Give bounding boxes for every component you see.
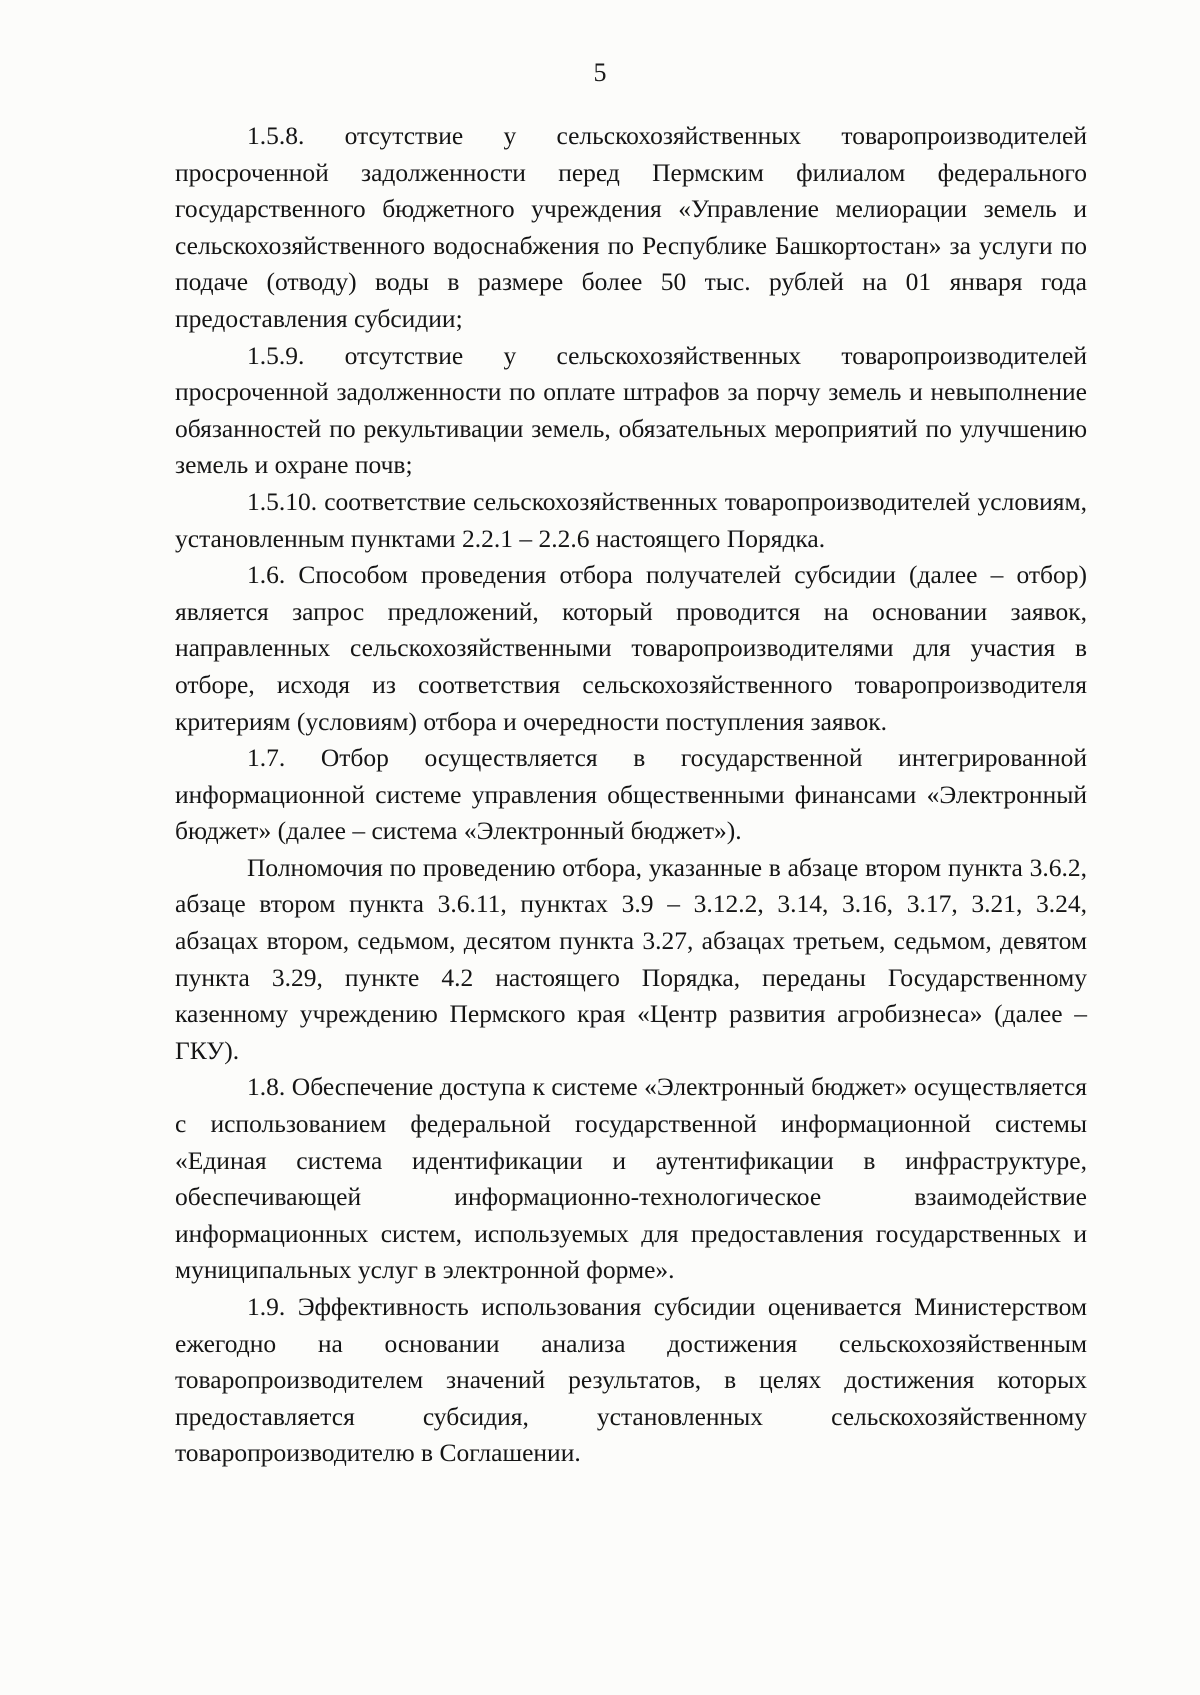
- paragraph-powers: Полномочия по проведению отбора, указанные в абзаце втором пункта 3.6.2, абзаце втором пункта 3.6.11, пунктах 3.9 – 3.12.2, 3.14, 3.16, 3.17, 3.21, 3.24, абзацах втором, седьмом, десятом пункта 3.27, абзацах третьем, седьмом, девятом пункта 3.29, пункте 4.2 настоящего Порядка, переданы Государственному казенному учреждению Пермского края «Центр развития агробизнеса» (далее – ГКУ).: [175, 852, 1087, 1065]
- paragraph-1-5-9: 1.5.9. отсутствие у сельскохозяйственных товаропроизводителей просроченной задолженности по оплате штрафов за порчу земель и невыполнение обязанностей по рекультивации земель, обязательных мероприятий по улучшению земель и охране почв;: [175, 340, 1087, 480]
- paragraph-1-5-10: 1.5.10. соответствие сельскохозяйственных товаропроизводителей условиям, установленным пунктами 2.2.1 – 2.2.6 настоящего Порядка.: [175, 486, 1087, 553]
- document-body: [175, 118, 1087, 1472]
- paragraph-1-8: 1.8. Обеспечение доступа к системе «Электронный бюджет» осуществляется с использованием федеральной государственной информационной системы «Единая система идентификации и аутентификации в инфраструктуре, обеспечивающей информационно-технологическое взаимодействие информационных систем, используемых для предоставления государственных и муниципальных услуг в электронной форме».: [175, 1072, 1087, 1285]
- paragraph-1-9: 1.9. Эффективность использования субсидии оценивается Министерством ежегодно на основании анализа достижения сельскохозяйственным товаропроизводителем значений результатов, в целях достижения которых предоставляется субсидия, установленных сельскохозяйственному товаропроизводителю в Соглашении.: [175, 1292, 1087, 1468]
- paragraph-1-7: 1.7. Отбор осуществляется в государственной интегрированной информационной системе управления общественными финансами «Электронный бюджет» (далее – система «Электронный бюджет»).: [175, 743, 1087, 846]
- paragraph-1-6: 1.6. Способом проведения отбора получателей субсидии (далее – отбор) является запрос предложений, который проводится на основании заявок, направленных сельскохозяйственными товаропроизводителями для участия в отборе, исходя из соответствия сельскохозяйственного товаропроизводителя критериям (условиям) отбора и очередности поступления заявок.: [175, 560, 1087, 736]
- page-number: 5: [593, 58, 607, 87]
- paragraph-1-5-8: 1.5.8. отсутствие у сельскохозяйственных товаропроизводителей просроченной задолженности перед Пермским филиалом федерального государственного бюджетного учреждения «Управление мелиорации земель и сельскохозяйственного водоснабжения по Республике Башкортостан» за услуги по подаче (отводу) воды в размере более 50 тыс. рублей на 01 января года предоставления субсидии;: [175, 121, 1087, 333]
